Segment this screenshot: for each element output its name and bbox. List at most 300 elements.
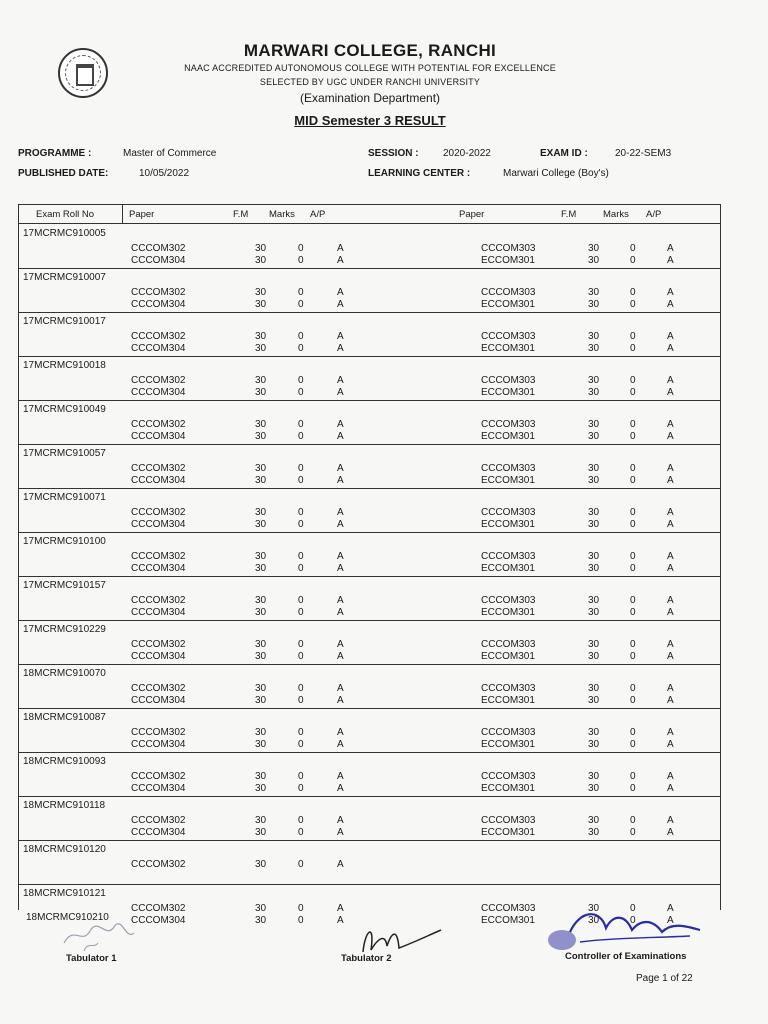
cell-ap-2: A: [667, 507, 674, 518]
cell-ap: A: [337, 343, 344, 354]
roll-number: 18MCRMC910118: [23, 800, 106, 811]
cell-ap: A: [337, 387, 344, 398]
cell-ap-2: A: [667, 915, 674, 926]
column-divider: [122, 205, 123, 223]
table-row: [19, 400, 720, 445]
cell-paper: CCCOM304: [131, 475, 186, 486]
cell-marks: 0: [298, 343, 304, 354]
table-row: [19, 532, 720, 577]
cell-fm: 30: [255, 419, 267, 430]
result-title: MID Semester 3 RESULT: [294, 113, 446, 128]
cell-fm: 30: [255, 551, 267, 562]
department-name: (Examination Department): [299, 91, 441, 105]
cell-fm: 30: [255, 507, 267, 518]
cell-paper-2: ECCOM301: [481, 695, 535, 706]
cell-paper-2: CCCOM303: [481, 683, 536, 694]
cell-paper-2: CCCOM303: [481, 727, 536, 738]
published-date-label: PUBLISHED DATE:: [18, 168, 109, 179]
cell-fm-2: 30: [588, 507, 600, 518]
cell-fm: 30: [255, 827, 267, 838]
cell-marks: 0: [298, 563, 304, 574]
cell-paper-2: ECCOM301: [481, 387, 535, 398]
table-header: [19, 205, 720, 224]
cell-ap-2: A: [667, 343, 674, 354]
cell-fm-2: 30: [588, 387, 600, 398]
table-row: [19, 620, 720, 665]
cell-marks: 0: [298, 519, 304, 530]
cell-ap: A: [337, 815, 344, 826]
table-row: [19, 444, 720, 489]
college-seal-icon: [58, 48, 108, 98]
cell-marks: 0: [298, 331, 304, 342]
table-row: [19, 840, 720, 885]
cell-ap: A: [337, 507, 344, 518]
table-row: [19, 752, 720, 797]
cell-paper: CCCOM304: [131, 651, 186, 662]
cell-ap-2: A: [667, 519, 674, 530]
page-number: Page 1 of 22: [636, 973, 693, 984]
cell-paper: CCCOM304: [131, 739, 186, 750]
cell-paper-2: CCCOM303: [481, 331, 536, 342]
cell-paper: CCCOM302: [131, 243, 186, 254]
cell-ap: A: [337, 727, 344, 738]
cell-marks: 0: [298, 475, 304, 486]
cell-paper-2: CCCOM303: [481, 243, 536, 254]
cell-paper-2: ECCOM301: [481, 651, 535, 662]
roll-number: 17MCRMC910057: [23, 448, 106, 459]
roll-number: 17MCRMC910229: [23, 624, 106, 635]
cell-ap: A: [337, 255, 344, 266]
cell-ap: A: [337, 683, 344, 694]
cell-marks: 0: [298, 287, 304, 298]
cell-marks: 0: [298, 551, 304, 562]
cell-ap-2: A: [667, 827, 674, 838]
cell-marks-2: 0: [630, 683, 636, 694]
cell-marks-2: 0: [630, 519, 636, 530]
cell-marks: 0: [298, 507, 304, 518]
cell-paper: CCCOM304: [131, 299, 186, 310]
cell-fm: 30: [255, 815, 267, 826]
cell-marks: 0: [298, 243, 304, 254]
cell-ap-2: A: [667, 475, 674, 486]
cell-marks-2: 0: [630, 255, 636, 266]
cell-fm: 30: [255, 463, 267, 474]
cell-marks: 0: [298, 639, 304, 650]
cell-marks-2: 0: [630, 343, 636, 354]
cell-ap-2: A: [667, 903, 674, 914]
cell-marks: 0: [298, 299, 304, 310]
cell-marks: 0: [298, 255, 304, 266]
cell-ap: A: [337, 595, 344, 606]
learning-center-label: LEARNING CENTER :: [368, 168, 471, 179]
cell-ap-2: A: [667, 595, 674, 606]
cell-marks: 0: [298, 651, 304, 662]
header-fm-2: F.M: [561, 209, 577, 220]
cell-ap-2: A: [667, 739, 674, 750]
cell-fm-2: 30: [588, 475, 600, 486]
cell-fm: 30: [255, 727, 267, 738]
cell-paper: CCCOM304: [131, 563, 186, 574]
cell-ap: A: [337, 827, 344, 838]
cell-paper-2: ECCOM301: [481, 431, 535, 442]
cell-paper-2: CCCOM303: [481, 507, 536, 518]
cell-fm-2: 30: [588, 607, 600, 618]
cell-fm-2: 30: [588, 299, 600, 310]
cell-ap-2: A: [667, 771, 674, 782]
cell-ap-2: A: [667, 331, 674, 342]
roll-number: 18MCRMC910120: [23, 844, 106, 855]
roll-number: 18MCRMC910070: [23, 668, 106, 679]
cell-marks-2: 0: [630, 331, 636, 342]
cell-paper-2: CCCOM303: [481, 375, 536, 386]
cell-marks: 0: [298, 727, 304, 738]
roll-number: 17MCRMC910017: [23, 316, 106, 327]
cell-fm-2: 30: [588, 331, 600, 342]
ugc-line: SELECTED BY UGC UNDER RANCHI UNIVERSITY: [259, 77, 481, 87]
cell-paper: CCCOM304: [131, 607, 186, 618]
table-row: [19, 488, 720, 533]
tabulator-1-label: Tabulator 1: [66, 953, 117, 964]
cell-marks-2: 0: [630, 771, 636, 782]
cell-paper: CCCOM302: [131, 683, 186, 694]
cell-fm-2: 30: [588, 903, 600, 914]
cell-fm-2: 30: [588, 419, 600, 430]
header-fm: F.M: [233, 209, 249, 220]
cell-ap: A: [337, 563, 344, 574]
header-paper-2: Paper: [459, 209, 485, 220]
cell-paper-2: ECCOM301: [481, 475, 535, 486]
roll-number: 17MCRMC910049: [23, 404, 106, 415]
cell-marks-2: 0: [630, 387, 636, 398]
table-row: [19, 708, 720, 753]
cell-ap: A: [337, 695, 344, 706]
cell-marks-2: 0: [630, 463, 636, 474]
cell-ap: A: [337, 651, 344, 662]
cell-marks-2: 0: [630, 419, 636, 430]
cell-ap: A: [337, 903, 344, 914]
cell-paper: CCCOM302: [131, 727, 186, 738]
cell-ap: A: [337, 287, 344, 298]
tabulator-1-signature: [60, 915, 140, 955]
cell-marks: 0: [298, 683, 304, 694]
table-row: [19, 224, 720, 269]
cell-fm-2: 30: [588, 375, 600, 386]
cell-paper: CCCOM302: [131, 375, 186, 386]
cell-marks: 0: [298, 463, 304, 474]
cell-paper-2: ECCOM301: [481, 607, 535, 618]
cell-ap: A: [337, 915, 344, 926]
cell-fm-2: 30: [588, 595, 600, 606]
cell-paper: CCCOM302: [131, 507, 186, 518]
cell-ap-2: A: [667, 243, 674, 254]
cell-marks-2: 0: [630, 783, 636, 794]
cell-ap-2: A: [667, 727, 674, 738]
cell-marks-2: 0: [630, 595, 636, 606]
cell-ap: A: [337, 551, 344, 562]
cell-ap-2: A: [667, 375, 674, 386]
cell-paper: CCCOM304: [131, 387, 186, 398]
cell-ap: A: [337, 419, 344, 430]
cell-fm-2: 30: [588, 519, 600, 530]
cell-fm-2: 30: [588, 343, 600, 354]
cell-marks-2: 0: [630, 695, 636, 706]
cell-fm: 30: [255, 695, 267, 706]
cell-ap-2: A: [667, 255, 674, 266]
header-ap-2: A/P: [646, 209, 662, 220]
roll-number: 18MCRMC910087: [23, 712, 106, 723]
cell-fm-2: 30: [588, 695, 600, 706]
cell-marks: 0: [298, 375, 304, 386]
cell-marks-2: 0: [630, 815, 636, 826]
cell-fm: 30: [255, 243, 267, 254]
cell-paper: CCCOM304: [131, 827, 186, 838]
table-row: [19, 664, 720, 709]
cell-fm-2: 30: [588, 563, 600, 574]
cell-ap-2: A: [667, 387, 674, 398]
cell-marks-2: 0: [630, 475, 636, 486]
cell-fm: 30: [255, 683, 267, 694]
cell-fm-2: 30: [588, 551, 600, 562]
cell-paper: CCCOM304: [131, 915, 186, 926]
cell-fm-2: 30: [588, 287, 600, 298]
cell-ap-2: A: [667, 419, 674, 430]
cell-ap-2: A: [667, 783, 674, 794]
cell-paper: CCCOM302: [131, 771, 186, 782]
cell-marks-2: 0: [630, 651, 636, 662]
cell-marks: 0: [298, 827, 304, 838]
cell-marks-2: 0: [630, 607, 636, 618]
cell-paper: CCCOM302: [131, 463, 186, 474]
programme-label: PROGRAMME :: [18, 148, 92, 159]
cell-paper-2: ECCOM301: [481, 783, 535, 794]
cell-fm: 30: [255, 431, 267, 442]
cell-ap-2: A: [667, 695, 674, 706]
header-paper: Paper: [129, 209, 155, 220]
cell-marks: 0: [298, 859, 304, 870]
cell-fm: 30: [255, 563, 267, 574]
cell-paper-2: ECCOM301: [481, 739, 535, 750]
cell-ap: A: [337, 475, 344, 486]
programme-value: Master of Commerce: [123, 148, 217, 159]
published-date-value: 10/05/2022: [139, 168, 190, 179]
cell-ap: A: [337, 375, 344, 386]
cell-fm: 30: [255, 739, 267, 750]
accreditation-line: NAAC ACCREDITED AUTONOMOUS COLLEGE WITH POTENTIAL FOR EXCELLENCE: [184, 63, 556, 73]
cell-marks-2: 0: [630, 375, 636, 386]
cell-ap-2: A: [667, 551, 674, 562]
cell-fm: 30: [255, 343, 267, 354]
next-roll-number: 18MCRMC910210: [26, 912, 109, 923]
cell-paper-2: CCCOM303: [481, 463, 536, 474]
cell-fm-2: 30: [588, 739, 600, 750]
cell-paper-2: CCCOM303: [481, 419, 536, 430]
cell-paper-2: CCCOM303: [481, 639, 536, 650]
session-label: SESSION :: [368, 148, 419, 159]
cell-fm-2: 30: [588, 431, 600, 442]
cell-marks: 0: [298, 815, 304, 826]
cell-marks-2: 0: [630, 727, 636, 738]
cell-fm-2: 30: [588, 915, 600, 926]
cell-fm: 30: [255, 375, 267, 386]
cell-paper-2: CCCOM303: [481, 287, 536, 298]
cell-fm-2: 30: [588, 683, 600, 694]
cell-ap-2: A: [667, 815, 674, 826]
cell-marks: 0: [298, 595, 304, 606]
header-roll: Exam Roll No: [36, 209, 95, 220]
header-marks: Marks: [269, 209, 295, 220]
cell-marks-2: 0: [630, 287, 636, 298]
cell-paper: CCCOM302: [131, 903, 186, 914]
cell-ap: A: [337, 739, 344, 750]
cell-ap-2: A: [667, 639, 674, 650]
cell-ap-2: A: [667, 651, 674, 662]
cell-ap-2: A: [667, 563, 674, 574]
cell-ap: A: [337, 431, 344, 442]
cell-marks: 0: [298, 915, 304, 926]
cell-fm: 30: [255, 387, 267, 398]
cell-fm: 30: [255, 287, 267, 298]
roll-number: 17MCRMC910157: [23, 580, 106, 591]
controller-signature: [540, 902, 710, 957]
table-row: [19, 576, 720, 621]
cell-paper-2: CCCOM303: [481, 595, 536, 606]
cell-fm: 30: [255, 519, 267, 530]
cell-marks: 0: [298, 387, 304, 398]
roll-number: 18MCRMC910093: [23, 756, 106, 767]
cell-ap-2: A: [667, 287, 674, 298]
college-name: MARWARI COLLEGE, RANCHI: [243, 41, 497, 60]
cell-marks: 0: [298, 431, 304, 442]
table-row: [19, 312, 720, 357]
cell-paper: CCCOM304: [131, 431, 186, 442]
cell-fm-2: 30: [588, 827, 600, 838]
table-row: [19, 356, 720, 401]
cell-fm-2: 30: [588, 639, 600, 650]
cell-fm: 30: [255, 915, 267, 926]
cell-marks-2: 0: [630, 563, 636, 574]
roll-number: 17MCRMC910007: [23, 272, 106, 283]
table-row: [19, 268, 720, 313]
cell-fm: 30: [255, 771, 267, 782]
cell-paper-2: ECCOM301: [481, 343, 535, 354]
exam-id-label: EXAM ID :: [540, 148, 588, 159]
cell-ap: A: [337, 243, 344, 254]
roll-number: 17MCRMC910100: [23, 536, 106, 547]
cell-paper: CCCOM304: [131, 783, 186, 794]
exam-id-value: 20-22-SEM3: [615, 148, 672, 159]
cell-fm: 30: [255, 783, 267, 794]
cell-paper: CCCOM304: [131, 255, 186, 266]
cell-fm: 30: [255, 255, 267, 266]
cell-paper: CCCOM302: [131, 287, 186, 298]
cell-paper-2: ECCOM301: [481, 827, 535, 838]
cell-marks: 0: [298, 903, 304, 914]
roll-number: 18MCRMC910121: [23, 888, 106, 899]
cell-fm-2: 30: [588, 463, 600, 474]
cell-fm: 30: [255, 859, 267, 870]
cell-marks-2: 0: [630, 551, 636, 562]
cell-ap-2: A: [667, 683, 674, 694]
cell-paper: CCCOM302: [131, 419, 186, 430]
cell-marks-2: 0: [630, 739, 636, 750]
table-row: [19, 796, 720, 841]
roll-number: 17MCRMC910018: [23, 360, 106, 371]
cell-ap-2: A: [667, 607, 674, 618]
roll-number: 17MCRMC910071: [23, 492, 106, 503]
cell-marks: 0: [298, 771, 304, 782]
cell-paper: CCCOM304: [131, 519, 186, 530]
cell-paper-2: ECCOM301: [481, 299, 535, 310]
cell-marks-2: 0: [630, 903, 636, 914]
roll-number: 17MCRMC910005: [23, 228, 106, 239]
cell-ap-2: A: [667, 299, 674, 310]
cell-ap: A: [337, 331, 344, 342]
cell-ap: A: [337, 783, 344, 794]
cell-marks: 0: [298, 607, 304, 618]
cell-marks-2: 0: [630, 507, 636, 518]
cell-fm-2: 30: [588, 651, 600, 662]
cell-fm-2: 30: [588, 255, 600, 266]
cell-fm: 30: [255, 607, 267, 618]
cell-fm: 30: [255, 475, 267, 486]
controller-label: Controller of Examinations: [565, 951, 687, 962]
cell-marks-2: 0: [630, 243, 636, 254]
cell-paper: CCCOM302: [131, 331, 186, 342]
cell-marks-2: 0: [630, 299, 636, 310]
cell-ap-2: A: [667, 463, 674, 474]
cell-marks: 0: [298, 783, 304, 794]
cell-fm-2: 30: [588, 815, 600, 826]
cell-marks: 0: [298, 419, 304, 430]
cell-ap: A: [337, 519, 344, 530]
header-ap: A/P: [310, 209, 326, 220]
cell-fm: 30: [255, 639, 267, 650]
cell-paper-2: CCCOM303: [481, 551, 536, 562]
cell-paper-2: ECCOM301: [481, 255, 535, 266]
cell-paper-2: CCCOM303: [481, 903, 536, 914]
cell-paper-2: ECCOM301: [481, 519, 535, 530]
cell-ap: A: [337, 771, 344, 782]
tabulator-2-label: Tabulator 2: [341, 953, 392, 964]
cell-ap: A: [337, 859, 344, 870]
cell-marks: 0: [298, 695, 304, 706]
header-marks-2: Marks: [603, 209, 629, 220]
cell-fm: 30: [255, 331, 267, 342]
cell-ap-2: A: [667, 431, 674, 442]
cell-marks-2: 0: [630, 431, 636, 442]
cell-paper-2: CCCOM303: [481, 815, 536, 826]
cell-paper-2: CCCOM303: [481, 771, 536, 782]
cell-fm: 30: [255, 595, 267, 606]
cell-ap: A: [337, 463, 344, 474]
cell-paper: CCCOM302: [131, 815, 186, 826]
cell-paper: CCCOM302: [131, 639, 186, 650]
cell-paper-2: ECCOM301: [481, 563, 535, 574]
cell-fm: 30: [255, 299, 267, 310]
cell-ap: A: [337, 607, 344, 618]
cell-fm-2: 30: [588, 727, 600, 738]
cell-marks: 0: [298, 739, 304, 750]
cell-marks-2: 0: [630, 827, 636, 838]
cell-paper: CCCOM302: [131, 859, 186, 870]
cell-marks-2: 0: [630, 915, 636, 926]
cell-fm-2: 30: [588, 771, 600, 782]
cell-fm-2: 30: [588, 783, 600, 794]
cell-marks-2: 0: [630, 639, 636, 650]
session-value: 2020-2022: [443, 148, 491, 159]
cell-paper-2: ECCOM301: [481, 915, 535, 926]
cell-paper: CCCOM302: [131, 551, 186, 562]
